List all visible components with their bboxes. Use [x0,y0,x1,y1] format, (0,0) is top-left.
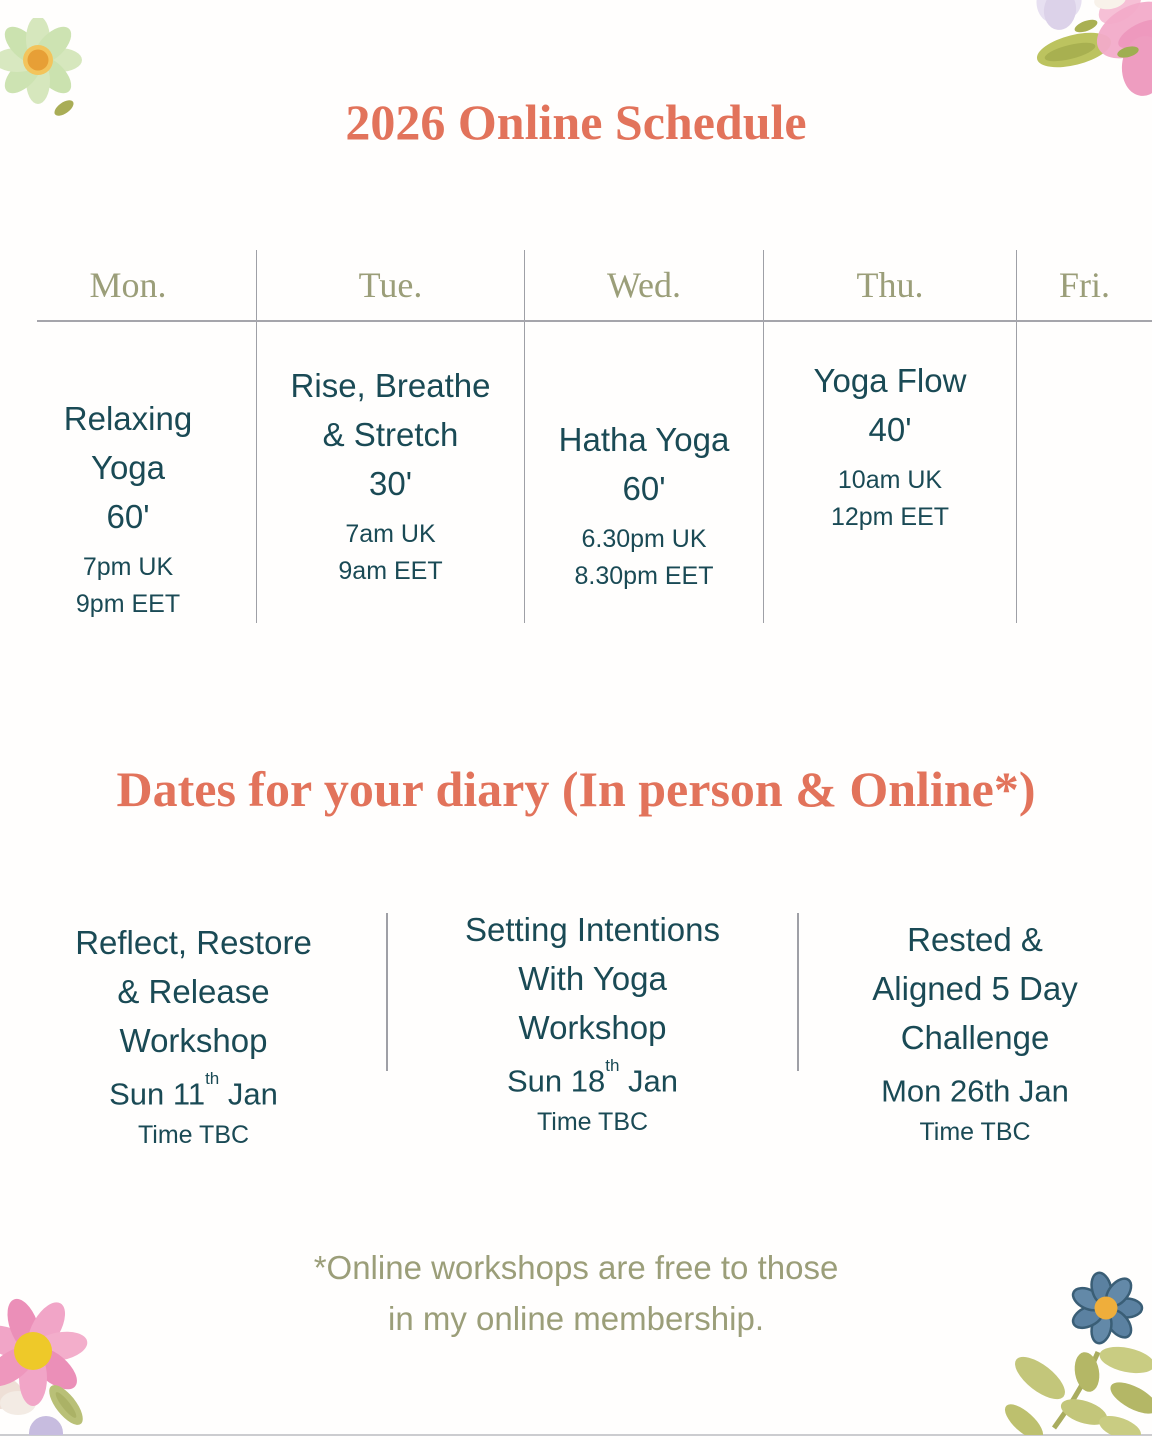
class-time-eet: 9am EET [338,557,443,585]
class-times [525,521,763,595]
class-times [257,516,524,590]
class-duration: 30' [368,465,412,502]
day-column-monday [0,250,257,623]
diary-heading: Dates for your diary (In person & Online*) [116,761,1036,817]
event-date-text: Sun 11 [109,1076,206,1112]
green-daisy-flower-icon [0,18,134,122]
event-title: Rested & [907,921,1043,958]
event-date-ordinal: th [205,1069,220,1089]
day-header: Wed. [606,265,682,305]
class-time-eet: 9pm EET [75,590,181,618]
class-time-uk: 6.30pm UK [581,525,707,553]
event-title: Setting Intentions [464,911,720,948]
event-title: Workshop [119,1022,268,1059]
class-time-eet: 8.30pm EET [574,562,714,590]
event-date-text: Mon 26th Jan [881,1073,1069,1109]
event-date-month: Jan [219,1076,278,1112]
event-date-ordinal: th [605,1056,620,1076]
event-title: & Release [117,973,270,1010]
class-entry [257,361,524,590]
class-time-eet: 12pm EET [830,503,950,531]
table-header-rule [37,320,1152,322]
day-header: Fri. [1058,265,1110,305]
diary-events [0,900,1152,1154]
pink-flower-with-leaf-icon [1002,0,1152,108]
event-date-text: Sun 18 [506,1063,606,1099]
day-column-wednesday [525,250,764,623]
event-title: Challenge [900,1019,1050,1056]
class-time-uk: 10am UK [837,466,943,494]
blue-daisy-with-leaves-icon [1002,1260,1152,1435]
class-title: & Stretch [322,416,459,453]
membership-footnote [0,1242,1152,1344]
pink-daisy-flower-icon [0,1283,123,1435]
day-header: Thu. [856,265,924,305]
class-duration: 60' [106,498,150,535]
class-times [0,549,256,623]
event-time: Time TBC [137,1121,250,1150]
event-time: Time TBC [536,1108,649,1137]
day-header: Tue. [358,265,423,305]
class-title: Relaxing [63,400,193,437]
bottom-edge-rule [0,1434,1152,1436]
class-time-uk: 7am UK [345,520,436,548]
event-title: Aligned 5 Day [872,970,1078,1007]
class-entry [0,394,256,623]
class-duration: 40' [868,411,912,448]
event-title: With Yoga [518,960,667,997]
event-date [0,1066,387,1116]
day-header: Mon. [89,265,167,305]
event-date-month: Jan [619,1063,679,1099]
event-title: Reflect, Restore [75,924,312,961]
diary-divider [797,913,799,1071]
class-entry [525,415,763,595]
event-date [798,1063,1152,1113]
diary-event-reflect-restore-release [0,918,387,1154]
class-title: Yoga Flow [813,362,967,399]
footnote-line: in my online membership. [388,1300,764,1337]
class-entry [764,356,1016,536]
class-title: Yoga [90,449,166,486]
event-time: Time TBC [919,1118,1031,1147]
class-duration: 60' [622,470,666,507]
class-time-uk: 7pm UK [82,553,174,581]
event-date [387,1053,798,1103]
footnote-line: *Online workshops are free to those [313,1249,839,1286]
day-column-friday [1017,250,1152,623]
class-title: Rise, Breathe [290,367,491,404]
class-title: Hatha Yoga [558,421,730,458]
diary-divider [386,913,388,1071]
page-title: 2026 Online Schedule [345,94,807,150]
diary-event-setting-intentions [387,905,798,1154]
weekly-schedule-table [0,250,1152,618]
event-title: Workshop [518,1009,667,1046]
day-column-tuesday [257,250,525,623]
day-column-thursday [764,250,1017,623]
diary-event-rested-aligned-challenge [798,915,1152,1154]
class-times [764,462,1016,536]
